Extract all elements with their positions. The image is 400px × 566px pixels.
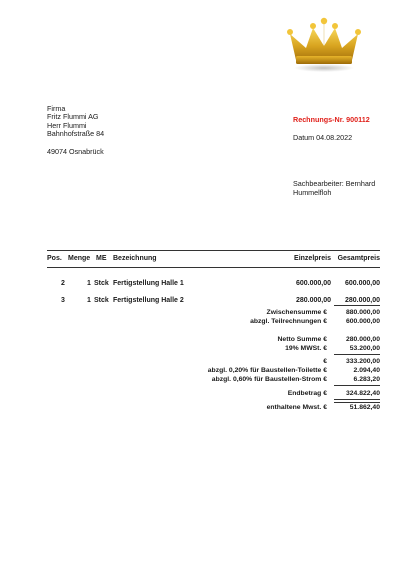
row-pos: 2	[61, 280, 65, 287]
partial-invoices-value: 600.000,00	[345, 318, 380, 325]
row-pos: 3	[61, 297, 65, 304]
recipient-company: Fritz Flummi AG	[47, 112, 99, 122]
final-amount-label: Endbetrag €	[287, 390, 327, 397]
row-unit-price: 280.000,00	[295, 297, 331, 304]
row-desc: Fertigstellung Halle 1	[113, 280, 184, 287]
toilet-deduction-label: abzgl. 0,20% für Baustellen-Toilette €	[207, 367, 327, 374]
power-deduction-label: abzgl. 0,60% für Baustellen-Strom €	[211, 376, 327, 383]
row-qty: 1	[87, 297, 91, 304]
vat-value: 53.200,00	[349, 345, 380, 352]
vat-underline	[334, 354, 380, 355]
deductions-underline	[334, 385, 380, 386]
clerk-name: Sachbearbeiter: Bernhard Hummelfloh	[293, 179, 376, 197]
subtotal-label: Zwischensumme €	[266, 309, 327, 316]
toilet-deduction-value: 2.094,40	[353, 367, 380, 374]
partial-invoices-label: abzgl. Teilrechnungen €	[250, 318, 327, 325]
header-unit: ME	[96, 255, 107, 262]
table-top-rule	[47, 250, 380, 251]
crown-logo	[286, 16, 362, 74]
recipient-address	[47, 105, 104, 156]
power-deduction-value: 6.283,20	[353, 376, 380, 383]
vat-label: 19% MWSt. €	[285, 345, 327, 352]
row-unit: Stck	[94, 297, 109, 304]
header-unit-price: Einzelpreis	[294, 255, 331, 262]
row-unit: Stck	[94, 280, 109, 287]
net-sum-label: Netto Summe €	[277, 336, 327, 343]
final-amount-value: 324.822,40	[345, 390, 380, 397]
subtotal-value: 880.000,00	[345, 309, 380, 316]
recipient-street: Bahnhofstraße 84	[47, 129, 105, 139]
included-vat-label: enthaltene Mwst. €	[266, 404, 327, 411]
gross-label: €	[323, 358, 327, 365]
row-total: 600.000,00	[344, 280, 380, 287]
header-total: Gesamtpreis	[337, 255, 380, 262]
header-qty: Menge	[68, 255, 91, 262]
row-unit-price: 600.000,00	[295, 280, 331, 287]
row-desc: Fertigstellung Halle 2	[113, 297, 184, 304]
recipient-city: 49074 Osnabrück	[47, 146, 104, 156]
row-total: 280.000,00	[344, 297, 380, 304]
row-total-underline	[334, 305, 380, 306]
recipient-contact: Herr Flummi	[47, 120, 87, 130]
table-header-rule	[47, 267, 380, 268]
row-qty: 1	[87, 280, 91, 287]
header-pos: Pos.	[47, 255, 62, 262]
final-amount-double-underline	[334, 399, 380, 403]
net-sum-value: 280.000,00	[345, 336, 380, 343]
included-vat-value: 51.862,40	[349, 404, 380, 411]
gross-value: 333.200,00	[345, 358, 380, 365]
invoice-date: Datum 04.08.2022	[293, 133, 353, 142]
recipient-line1: Firma	[47, 104, 66, 113]
invoice-number: Rechnungs-Nr. 900112	[293, 115, 370, 124]
header-desc: Bezeichnung	[113, 255, 157, 262]
